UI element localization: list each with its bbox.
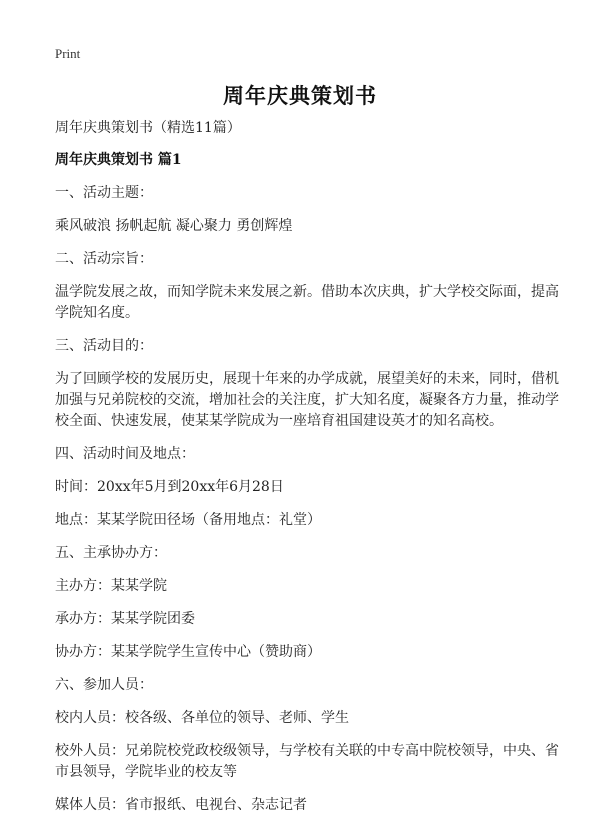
- paragraph: 五、主承协办方：: [55, 545, 167, 561]
- paragraph: 主办方：某某学院: [55, 578, 167, 594]
- paragraph: 温学院发展之故，而知学院未来发展之新。借助本次庆典，扩大学校交际面，提高学院知名度。: [55, 284, 559, 321]
- paragraph: 四、活动时间及地点：: [55, 446, 195, 462]
- document-body: [55, 118, 560, 828]
- paragraph: 媒体人员：省市报纸、电视台、杂志记者: [55, 797, 307, 813]
- paragraph: 三、活动目的：: [55, 338, 153, 354]
- paragraph: 协办方：某某学院学生宣传中心（赞助商）: [55, 644, 321, 660]
- paragraph: 时间：20xx年5月到20xx年6月28日: [55, 479, 284, 495]
- print-link[interactable]: Print: [55, 46, 81, 61]
- document-subtitle: 周年庆典策划书（精选11篇）: [55, 120, 241, 136]
- paragraph: 一、活动主题：: [55, 185, 153, 201]
- paragraph: 为了回顾学校的发展历史，展现十年来的办学成就，展望美好的未来，同时，借机加强与兄弟院校的交流，增加社会的关注度，扩大知名度，凝聚各方力量，推动学校全面、快速发展，使某某学院成为一座培育祖国建设英才的知名高校。: [55, 371, 559, 429]
- paragraph: 乘风破浪 扬帆起航 凝心聚力 勇创辉煌: [55, 218, 293, 234]
- section-heading: 周年庆典策划书 篇1: [55, 152, 182, 168]
- paragraph: 承办方：某某学院团委: [55, 611, 195, 627]
- paragraph: 六、参加人员：: [55, 677, 153, 693]
- document-title: 周年庆典策划书: [223, 84, 377, 108]
- paragraph: 二、活动宗旨：: [55, 251, 153, 267]
- paragraph: 校外人员：兄弟院校党政校级领导，与学校有关联的中专高中院校领导，中央、省市县领导，学院毕业的校友等: [55, 743, 559, 780]
- paragraph: 校内人员：校各级、各单位的领导、老师、学生: [55, 710, 349, 726]
- paragraph: 地点：某某学院田径场（备用地点：礼堂）: [55, 512, 321, 528]
